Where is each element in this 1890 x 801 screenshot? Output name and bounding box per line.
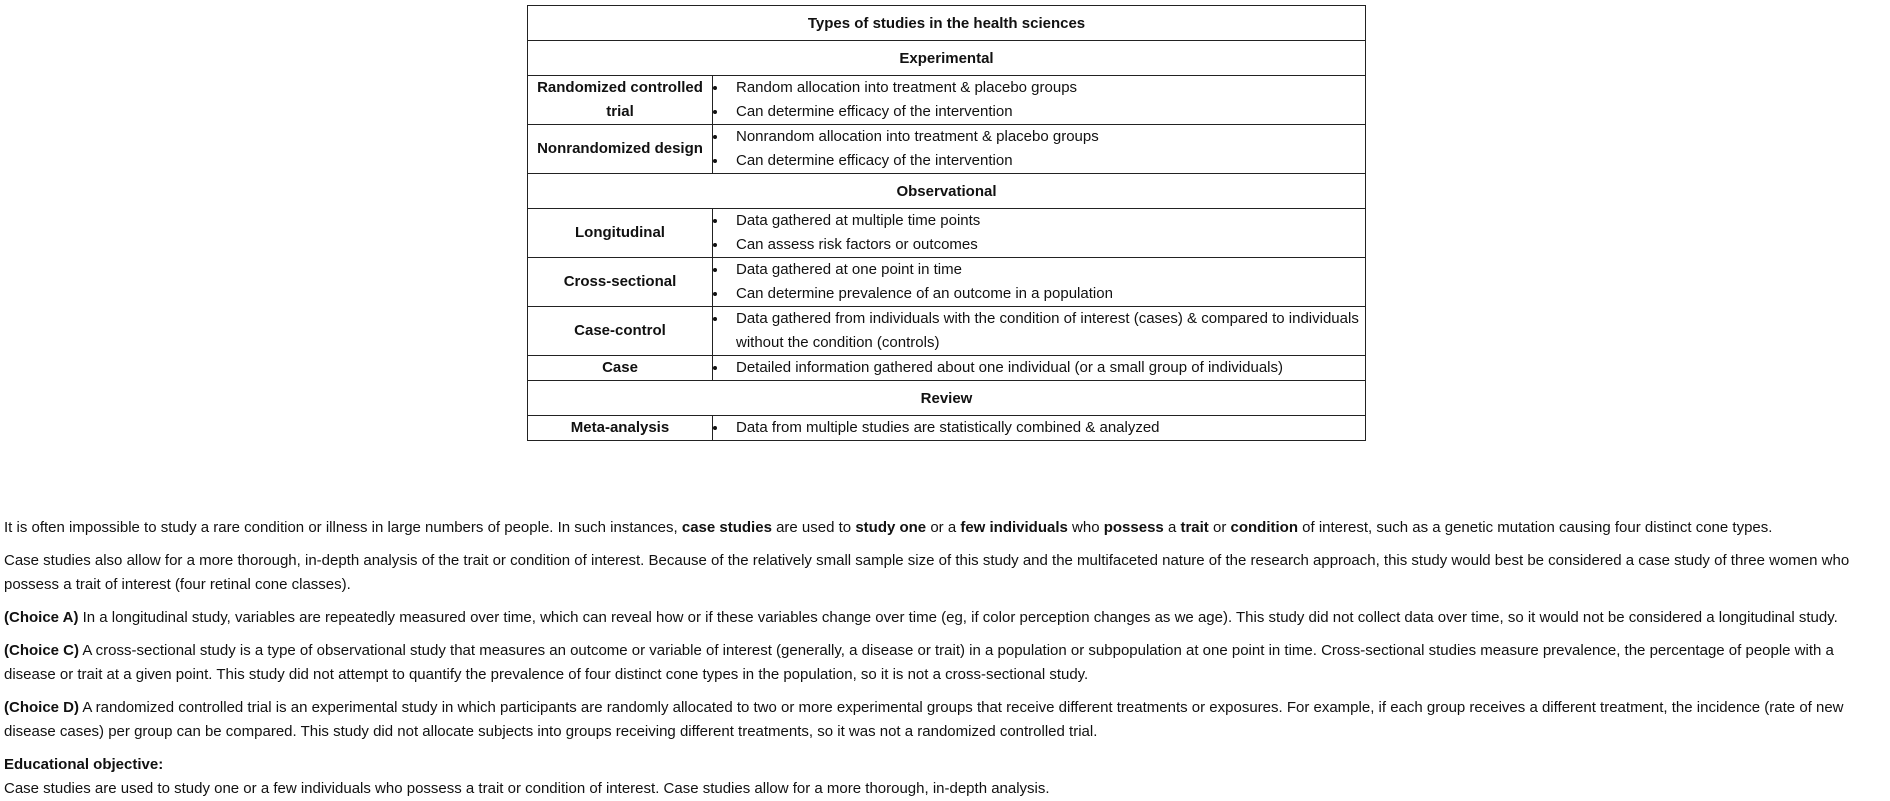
study-type-label: Longitudinal: [528, 209, 713, 258]
educational-objective-text: Case studies are used to study one or a few individuals who possess a trait or condition of interest. Case studies allow for a more thorough, in-depth analysis.: [4, 780, 1050, 797]
choice-text: A cross-sectional study is a type of observational study that measures an outcome or variable of interest (generally, a disease or trait) in a population or subpopulation at one point in time. Cross-sectional studies measure prevalence, the percentage of people with a disease or trait at a given point. This study did not attempt to quantify the prevalence of four distinct cone types in the population, so it is not a cross-sectional study.: [4, 642, 1834, 683]
section-title: Observational: [528, 174, 1366, 209]
emphasis-text: condition: [1230, 519, 1298, 536]
study-type-description: [713, 307, 1366, 356]
choice-label: (Choice A): [4, 609, 79, 626]
study-type-description: [713, 356, 1366, 381]
bullet-point: • Can determine prevalence of an outcome in a population: [728, 282, 1365, 306]
bullet-point: • Data gathered at one point in time: [728, 258, 1365, 282]
heading-text: Educational objective:: [4, 756, 164, 773]
study-type-label: Case: [528, 356, 713, 381]
table-row: [528, 356, 1366, 381]
bullet-point: • Data gathered at multiple time points: [728, 209, 1365, 233]
text-run: are used to: [771, 519, 856, 536]
study-type-label: Case-control: [528, 307, 713, 356]
study-type-description: [713, 416, 1366, 441]
section-header-observational: [528, 174, 1366, 209]
study-type-description: [713, 76, 1366, 125]
table-row: [528, 209, 1366, 258]
study-type-label: Randomized controlled trial: [528, 76, 713, 125]
text-run: or a: [926, 519, 961, 536]
bullet-point: • Detailed information gathered about one individual (or a small group of individuals): [728, 356, 1365, 380]
study-type-description: [713, 209, 1366, 258]
educational-objective-heading: [4, 753, 1884, 777]
text-run: of interest, such as a genetic mutation causing four distinct cone types.: [1298, 519, 1773, 536]
section-header-review: [528, 381, 1366, 416]
bullet-point: • Data from multiple studies are statistically combined & analyzed: [728, 416, 1365, 440]
text-run: or: [1208, 519, 1231, 536]
choice-text: A randomized controlled trial is an experimental study in which participants are randomly allocated to two or more experimental groups that receive different treatments or exposures. For example, if each group receives a different treatment, the incidence (rate of new disease cases) per group can be compared. This study did not allocate subjects into groups receiving different treatments, so it was not a randomized controlled trial.: [4, 699, 1844, 740]
emphasis-text: case studies: [681, 519, 772, 536]
table-title-row: [528, 6, 1366, 41]
section-header-experimental: [528, 41, 1366, 76]
case-study-paragraph: Case studies also allow for a more thorough, in-depth analysis of the trait or condition of interest. Because of the relatively small sample size of this study and the multifaceted nature of the research approach, this study would best be considered a case study of three women who possess a trait of interest (four retinal cone classes).: [4, 552, 1850, 593]
emphasis-text: trait: [1180, 519, 1209, 536]
emphasis-text: study one: [855, 519, 927, 536]
bullet-point: • Can determine efficacy of the intervention: [728, 100, 1365, 124]
table-row: [528, 258, 1366, 307]
choice-a-paragraph: [4, 606, 1884, 630]
text-run: a: [1163, 519, 1181, 536]
section-title: Experimental: [528, 41, 1366, 76]
choice-d-paragraph: [4, 696, 1884, 744]
table-row: [528, 416, 1366, 441]
explanation-text: [4, 516, 1884, 801]
table-row: [528, 76, 1366, 125]
study-type-label: Nonrandomized design: [528, 125, 713, 174]
bullet-point: • Can assess risk factors or outcomes: [728, 233, 1365, 257]
table-title: Types of studies in the health sciences: [528, 6, 1366, 41]
choice-c-paragraph: [4, 639, 1884, 687]
study-type-description: [713, 258, 1366, 307]
emphasis-text: few individuals: [960, 519, 1068, 536]
emphasis-text: possess: [1103, 519, 1164, 536]
section-title: Review: [528, 381, 1366, 416]
bullet-point: • Data gathered from individuals with the condition of interest (cases) & compared to individuals without the condition (controls): [728, 307, 1365, 355]
table-row: [528, 307, 1366, 356]
study-type-label: Meta-analysis: [528, 416, 713, 441]
choice-label: (Choice C): [4, 642, 79, 659]
table-row: [528, 125, 1366, 174]
bullet-point: • Random allocation into treatment & placebo groups: [728, 76, 1365, 100]
choice-label: (Choice D): [4, 699, 79, 716]
intro-paragraph: [4, 516, 1884, 540]
text-run: who: [1067, 519, 1104, 536]
choice-text: In a longitudinal study, variables are repeatedly measured over time, which can reveal how or if these variables change over time (eg, if color perception changes as we age). This study did not collect data over time, so it would not be considered a longitudinal study.: [78, 609, 1838, 626]
bullet-point: • Can determine efficacy of the intervention: [728, 149, 1365, 173]
study-type-description: [713, 125, 1366, 174]
bullet-point: • Nonrandom allocation into treatment & placebo groups: [728, 125, 1365, 149]
study-types-table: [527, 5, 1366, 441]
study-type-label: Cross-sectional: [528, 258, 713, 307]
text-run: It is often impossible to study a rare condition or illness in large numbers of people. In such instances,: [4, 519, 682, 536]
